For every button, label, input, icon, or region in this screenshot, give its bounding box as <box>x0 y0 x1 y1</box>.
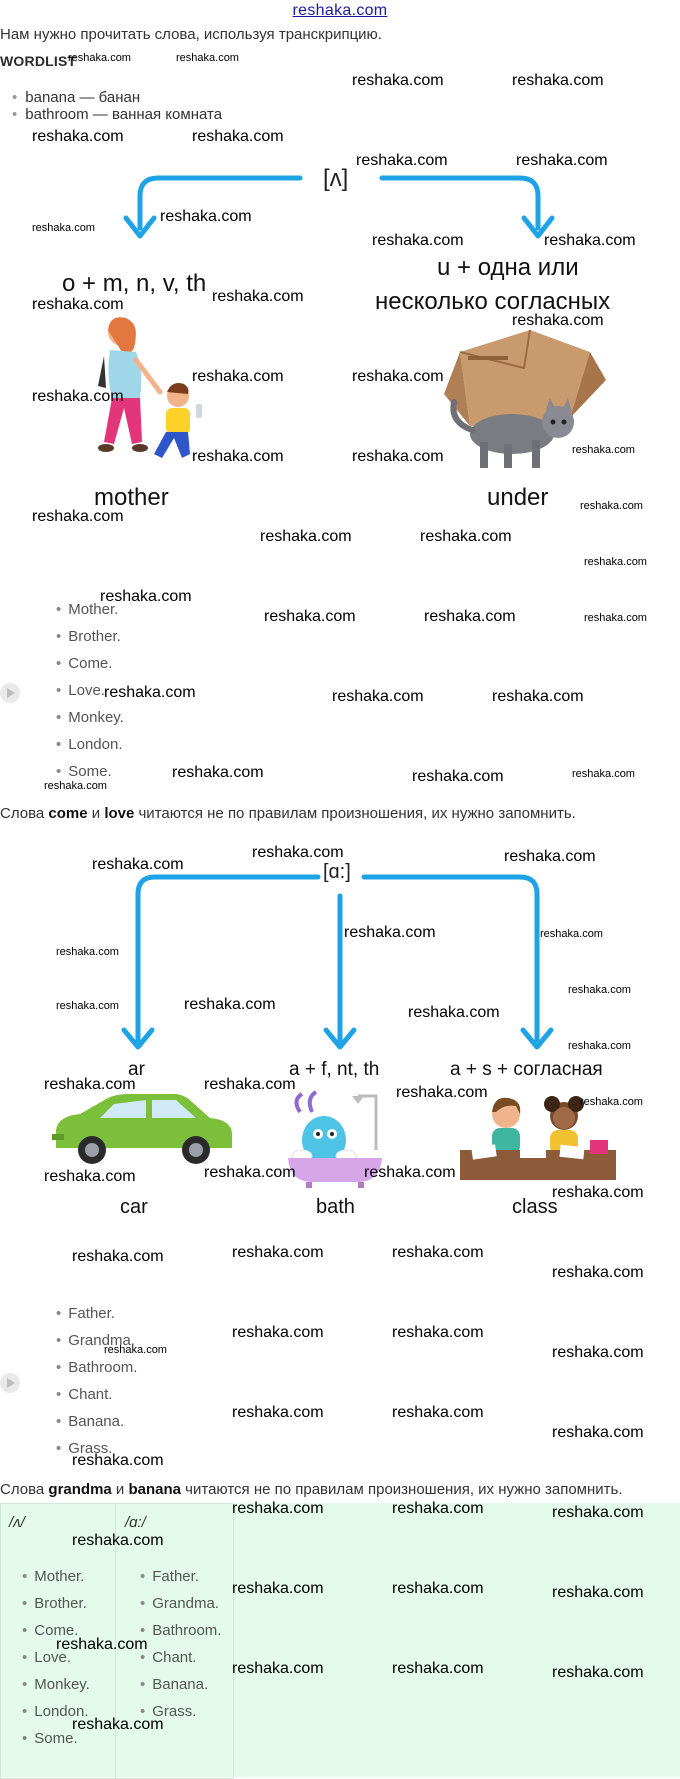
word-car: car <box>120 1196 148 1218</box>
table-cell: • Grass. <box>140 1702 221 1729</box>
note-text: читаются не по правилам произношения, их нужно запомнить. <box>134 805 576 822</box>
watermark: reshaka.com <box>44 1076 136 1093</box>
site-title[interactable]: reshaka.com <box>292 2 388 19</box>
watermark: reshaka.com <box>552 1424 644 1441</box>
note-1 <box>0 805 576 822</box>
audio-play-icon[interactable] <box>0 683 20 703</box>
list-item: • London. <box>56 735 124 762</box>
watermark: reshaka.com <box>232 1580 324 1597</box>
audio-play-icon[interactable] <box>0 1373 20 1393</box>
list-item: • Bathroom. <box>56 1358 137 1385</box>
watermark: reshaka.com <box>540 928 603 940</box>
table-cell: • Brother. <box>22 1594 90 1621</box>
table-cell: • Father. <box>140 1567 221 1594</box>
rule-mother: o + m, n, v, th <box>62 270 207 297</box>
note-2 <box>0 1481 623 1498</box>
watermark: reshaka.com <box>232 1324 324 1341</box>
watermark: reshaka.com <box>392 1404 484 1421</box>
list-item: • Come. <box>56 654 124 681</box>
watermark: reshaka.com <box>412 768 504 785</box>
note-word: banana <box>128 1481 181 1498</box>
watermark: reshaka.com <box>204 1076 296 1093</box>
watermark: reshaka.com <box>352 72 444 89</box>
list-item: • Grandma. <box>56 1331 137 1358</box>
watermark: reshaka.com <box>332 688 424 705</box>
watermark: reshaka.com <box>352 448 444 465</box>
word-under: under <box>487 484 549 511</box>
watermark: reshaka.com <box>392 1324 484 1341</box>
rule-under-1: u + одна или <box>437 254 579 281</box>
car-illustration <box>50 1090 235 1170</box>
watermark: reshaka.com <box>504 848 596 865</box>
watermark: reshaka.com <box>572 444 635 456</box>
list-item: • Father. <box>56 1304 137 1331</box>
watermark: reshaka.com <box>192 448 284 465</box>
watermark: reshaka.com <box>32 222 95 234</box>
note-text: и <box>87 805 105 822</box>
rule-car: ar <box>128 1059 145 1080</box>
list-item: • Monkey. <box>56 708 124 735</box>
table-cell: • Love. <box>22 1648 90 1675</box>
watermark: reshaka.com <box>172 764 264 781</box>
watermark: reshaka.com <box>192 368 284 385</box>
watermark: reshaka.com <box>44 1168 136 1185</box>
watermark: reshaka.com <box>392 1500 484 1517</box>
watermark: reshaka.com <box>420 528 512 545</box>
watermark: reshaka.com <box>176 52 239 64</box>
word-class: class <box>512 1196 558 1218</box>
table-cell: • Chant. <box>140 1648 221 1675</box>
watermark: reshaka.com <box>232 1500 324 1517</box>
watermark: reshaka.com <box>72 1452 164 1469</box>
watermark: reshaka.com <box>104 684 196 701</box>
watermark: reshaka.com <box>552 1664 644 1681</box>
table-cell: • Grandma. <box>140 1594 221 1621</box>
watermark: reshaka.com <box>192 128 284 145</box>
rule-under-2: несколько согласных <box>375 288 611 315</box>
arrow-right <box>382 178 538 228</box>
note-word: grandma <box>48 1481 112 1498</box>
watermark: reshaka.com <box>568 984 631 996</box>
list-item: • Love. <box>56 681 124 708</box>
watermark: reshaka.com <box>352 368 444 385</box>
table-list-2 <box>140 1567 221 1729</box>
word-bath: bath <box>316 1196 355 1218</box>
rule-class: a + s + согласная <box>450 1059 603 1080</box>
watermark: reshaka.com <box>184 996 276 1013</box>
watermark: reshaka.com <box>392 1580 484 1597</box>
watermark: reshaka.com <box>232 1404 324 1421</box>
watermark: reshaka.com <box>568 1040 631 1052</box>
wordlist-item: • bathroom — ванная комната <box>12 106 222 123</box>
watermark: reshaka.com <box>68 52 131 64</box>
word-mother: mother <box>94 484 169 511</box>
list-item: • Brother. <box>56 627 124 654</box>
watermark: reshaka.com <box>232 1244 324 1261</box>
word-list-2 <box>56 1304 137 1466</box>
watermark: reshaka.com <box>32 296 124 313</box>
watermark: reshaka.com <box>260 528 352 545</box>
watermark: reshaka.com <box>492 688 584 705</box>
watermark: reshaka.com <box>32 388 124 405</box>
watermark: reshaka.com <box>32 128 124 145</box>
watermark: reshaka.com <box>56 1636 148 1653</box>
watermark: reshaka.com <box>72 1532 164 1549</box>
list-item: • Chant. <box>56 1385 137 1412</box>
watermark: reshaka.com <box>408 1004 500 1021</box>
symbol-long-a: [ɑ:] <box>323 861 351 883</box>
watermark: reshaka.com <box>512 72 604 89</box>
note-word: love <box>104 805 135 822</box>
list-item: • Grass. <box>56 1439 137 1466</box>
watermark: reshaka.com <box>552 1504 644 1521</box>
table-header-1: /ʌ/ <box>9 1514 25 1531</box>
watermark: reshaka.com <box>204 1164 296 1181</box>
watermark: reshaka.com <box>212 288 304 305</box>
watermark: reshaka.com <box>100 588 192 605</box>
watermark: reshaka.com <box>344 924 436 941</box>
symbol-short-u: [ʌ] <box>323 165 349 192</box>
note-word: come <box>48 805 88 822</box>
watermark: reshaka.com <box>72 1248 164 1265</box>
watermark: reshaka.com <box>396 1084 488 1101</box>
watermark: reshaka.com <box>160 208 252 225</box>
watermark: reshaka.com <box>544 232 636 249</box>
wordlist-heading: WORDLIST <box>0 53 77 69</box>
watermark: reshaka.com <box>364 1164 456 1181</box>
note-text: Слова <box>0 805 49 822</box>
watermark: reshaka.com <box>232 1660 324 1677</box>
watermark: reshaka.com <box>252 844 344 861</box>
watermark: reshaka.com <box>516 152 608 169</box>
watermark: reshaka.com <box>552 1184 644 1201</box>
watermark: reshaka.com <box>552 1584 644 1601</box>
watermark: reshaka.com <box>372 232 464 249</box>
table-cell: • Monkey. <box>22 1675 90 1702</box>
arrow-left <box>138 877 318 1040</box>
note-text: Слова <box>0 1481 49 1498</box>
table-cell: • Come. <box>22 1621 90 1648</box>
watermark: reshaka.com <box>552 1344 644 1361</box>
watermark: reshaka.com <box>72 1716 164 1733</box>
table-cell: • London. <box>22 1702 90 1729</box>
table-cell: • Mother. <box>22 1567 90 1594</box>
watermark: reshaka.com <box>56 946 119 958</box>
wordlist-item: • banana — банан <box>12 89 140 106</box>
note-text: и <box>111 1481 129 1498</box>
watermark: reshaka.com <box>580 1096 643 1108</box>
watermark: reshaka.com <box>92 856 184 873</box>
watermark: reshaka.com <box>580 500 643 512</box>
watermark: reshaka.com <box>264 608 356 625</box>
watermark: reshaka.com <box>32 508 124 525</box>
table-header-2: /ɑ:/ <box>125 1514 146 1531</box>
intro-text: Нам нужно прочитать слова, используя транскрипцию. <box>0 26 382 43</box>
table-cell: • Bathroom. <box>140 1621 221 1648</box>
watermark: reshaka.com <box>424 608 516 625</box>
watermark: reshaka.com <box>356 152 448 169</box>
table-cell: • Banana. <box>140 1675 221 1702</box>
watermark: reshaka.com <box>44 780 107 792</box>
list-item: • Banana. <box>56 1412 137 1439</box>
watermark: reshaka.com <box>104 1344 167 1356</box>
watermark: reshaka.com <box>552 1264 644 1281</box>
watermark: reshaka.com <box>392 1244 484 1261</box>
watermark: reshaka.com <box>512 312 604 329</box>
list-item: • Mother. <box>56 600 124 627</box>
watermark: reshaka.com <box>392 1660 484 1677</box>
watermark: reshaka.com <box>584 612 647 624</box>
note-text: читаются не по правилам произношения, их нужно запомнить. <box>181 1481 623 1498</box>
list-item: • Some. <box>56 762 124 789</box>
table-cell: • Some. <box>22 1729 90 1756</box>
watermark: reshaka.com <box>584 556 647 568</box>
watermark: reshaka.com <box>56 1000 119 1012</box>
rule-bath: a + f, nt, th <box>289 1059 380 1080</box>
watermark: reshaka.com <box>572 768 635 780</box>
